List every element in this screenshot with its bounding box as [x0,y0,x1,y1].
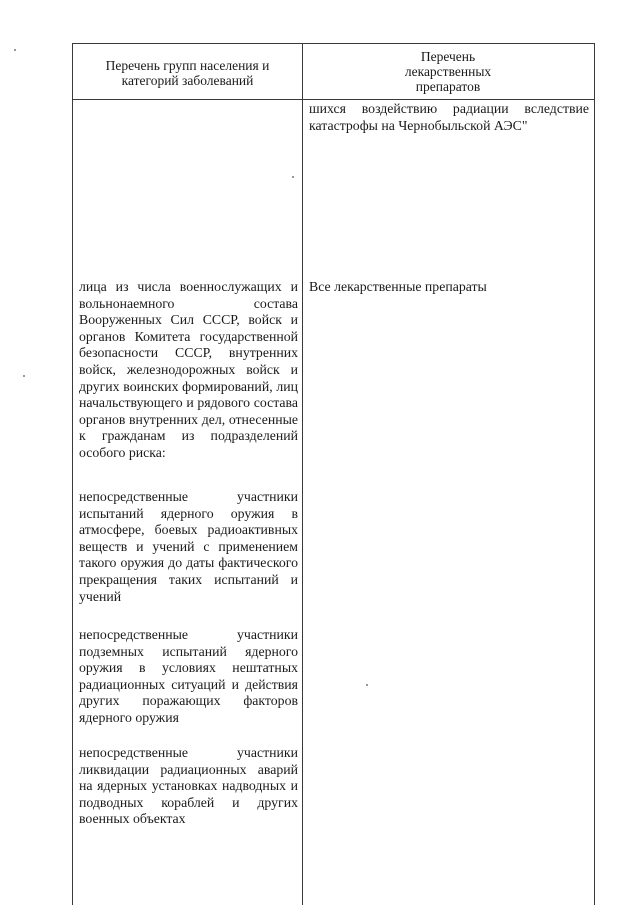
scan-speck [366,684,368,686]
header-groups-column [80,58,295,88]
table-top-border [72,43,595,44]
header-drugs-line3: препаратов [415,79,481,94]
subitem-accident-liquidation: непосредственные участники ликвидации радиационных аварий на ядерных установках надводных и подводных кораблей и других военных объектах [79,745,298,827]
table-row-drugs-text: Все лекарственные препараты [309,279,487,294]
header-drugs-column [305,49,591,94]
header-drugs-line1: Перечень [420,49,476,64]
subitem-atmospheric-tests: непосредственные участники испытаний ядерного оружия в атмосфере, боевых радиоактивных веществ и учений с применением такого оружия до даты фактического прекращения таких испытаний и учений [79,489,298,604]
scan-speck [23,375,25,377]
subitem-underground-tests: непосредственные участники подземных испытаний ядерного оружия в условиях нештатных радиационных ситуаций и действия других поражающих факторов ядерного оружия [79,627,298,725]
scan-speck [14,49,16,51]
header-groups-label: Перечень групп населения и категорий заболеваний [105,58,270,88]
table-column-divider [302,43,303,905]
continuation-text: шихся воздействию радиации вследствие катастрофы на Чернобыльской АЭС" [309,101,589,133]
header-drugs-line2: лекарственных [404,64,492,79]
table-left-border [72,43,73,905]
scan-speck [292,176,294,178]
table-row-group-text: лица из числа военнослужащих и вольнонаемного состава Вооруженных Сил СССР, войск и органов Комитета государственной безопасности СССР, внутренних войск, железнодорожных войск и других воинских формирований, лиц начальствующего и рядового состава органов внутренних дел, отнесенные к гражданам из подразделений особого риска: [79,279,298,460]
table-header-divider [72,99,595,100]
table-right-border [594,43,595,905]
